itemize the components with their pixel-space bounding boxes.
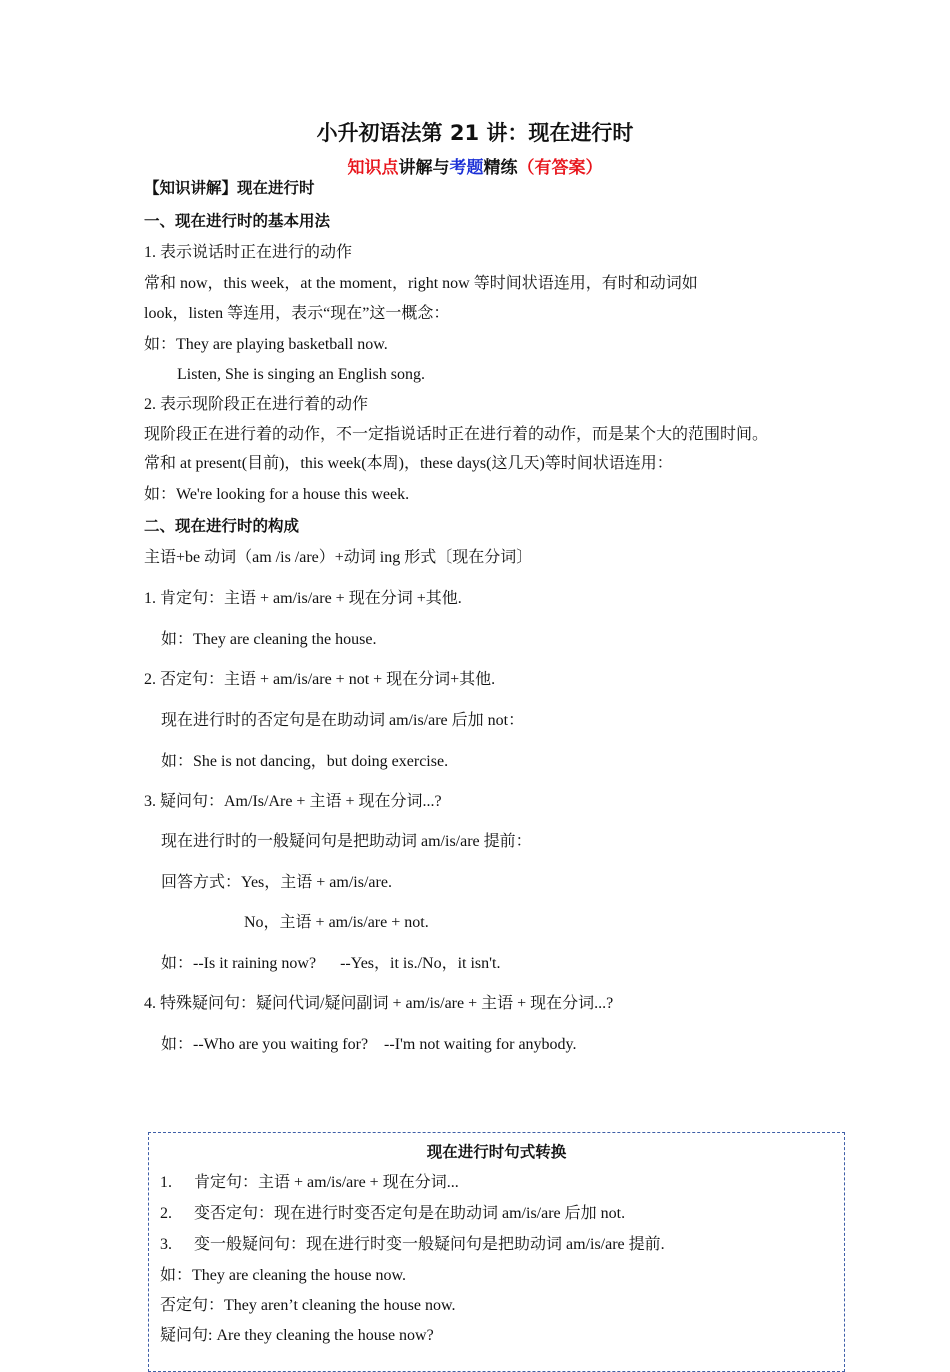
text-line: 2. 否定句：主语 + am/is/are + not + 现在分词+其他. [144, 671, 496, 688]
example-line: 疑问句: Are they cleaning the house now? [160, 1327, 434, 1344]
heading-usage: 一、现在进行时的基本用法 [144, 212, 331, 230]
subtitle-part-4: 精练 [483, 158, 518, 178]
text-line: 1. 表示说话时正在进行的动作 [144, 244, 353, 261]
subtitle-part-3: 考题 [449, 158, 484, 178]
example-line: 如：They are cleaning the house now. [160, 1267, 406, 1284]
list-text: 变一般疑问句：现在进行时变一般疑问句是把助动词 am/is/are 提前. [194, 1236, 665, 1253]
page-title: 小升初语法第 21 讲：现在进行时 [316, 121, 634, 145]
text-line: 4. 特殊疑问句：疑问代词/疑问副词 + am/is/are + 主语 + 现在分词...? [144, 995, 614, 1012]
list-text: 变否定句：现在进行时变否定句是在助动词 am/is/are 后加 not. [194, 1205, 626, 1222]
text-line: 现在进行时的否定句是在助动词 am/is/are 后加 not： [161, 712, 525, 729]
example-line: 如：--Is it raining now? --Yes，it is./No，it isn't. [161, 955, 501, 972]
subtitle-part-1: 知识点 [347, 158, 399, 178]
text-line: 1. 肯定句：主语 + am/is/are + 现在分词 +其他. [144, 590, 462, 607]
text-line: 常和 now，this week，at the moment，right now 等时间状语连用，有时和动词如 [144, 275, 698, 292]
page-subtitle [0, 153, 950, 178]
example-line: 如：They are cleaning the house. [161, 631, 377, 648]
text-line: 现在进行时的一般疑问句是把助动词 am/is/are 提前： [161, 833, 532, 850]
heading-structure: 二、现在进行时的构成 [144, 517, 300, 535]
example-line: 如：They are playing basketball now. [144, 336, 388, 353]
text-line: look，listen 等连用，表示“现在”这一概念： [144, 305, 450, 322]
list-text: 肯定句：主语 + am/is/are + 现在分词... [194, 1174, 459, 1191]
text-line: 2. 表示现阶段正在进行着的动作 [144, 396, 369, 413]
subtitle-part-2: 讲解与 [398, 158, 450, 178]
text-line: 3. 疑问句：Am/Is/Are + 主语 + 现在分词...? [144, 793, 442, 810]
text-line: 现阶段正在进行着的动作，不一定指说话时正在进行着的动作，而是某个大的范围时间。 [144, 426, 769, 443]
text-line: 回答方式：Yes，主语 + am/is/are. [161, 874, 392, 891]
section-label: 【知识讲解】现在进行时 [144, 179, 315, 197]
example-line: 否定句：They aren’t cleaning the house now. [160, 1297, 456, 1314]
example-line: 如：--Who are you waiting for? --I'm not waiting for anybody. [161, 1036, 577, 1053]
list-item [160, 1173, 459, 1193]
example-line: 如：We're looking for a house this week. [144, 486, 410, 503]
list-number: 1. [160, 1174, 172, 1191]
example-line: Listen, She is singing an English song. [177, 366, 425, 383]
list-number: 2. [160, 1205, 172, 1222]
text-line: 常和 at present(目前)，this week(本周)，these days(这几天)等时间状语连用： [144, 455, 673, 472]
subtitle-part-5: （有答案） [517, 158, 603, 178]
list-item [160, 1235, 665, 1255]
text-line: No，主语 + am/is/are + not. [244, 914, 429, 931]
list-item [160, 1204, 625, 1224]
example-line: 如：She is not dancing，but doing exercise. [161, 753, 449, 770]
list-number: 3. [160, 1236, 172, 1253]
text-line: 主语+be 动词（am /is /are）+动词 ing 形式〔现在分词〕 [144, 549, 533, 566]
box-title: 现在进行时句式转换 [426, 1143, 567, 1161]
